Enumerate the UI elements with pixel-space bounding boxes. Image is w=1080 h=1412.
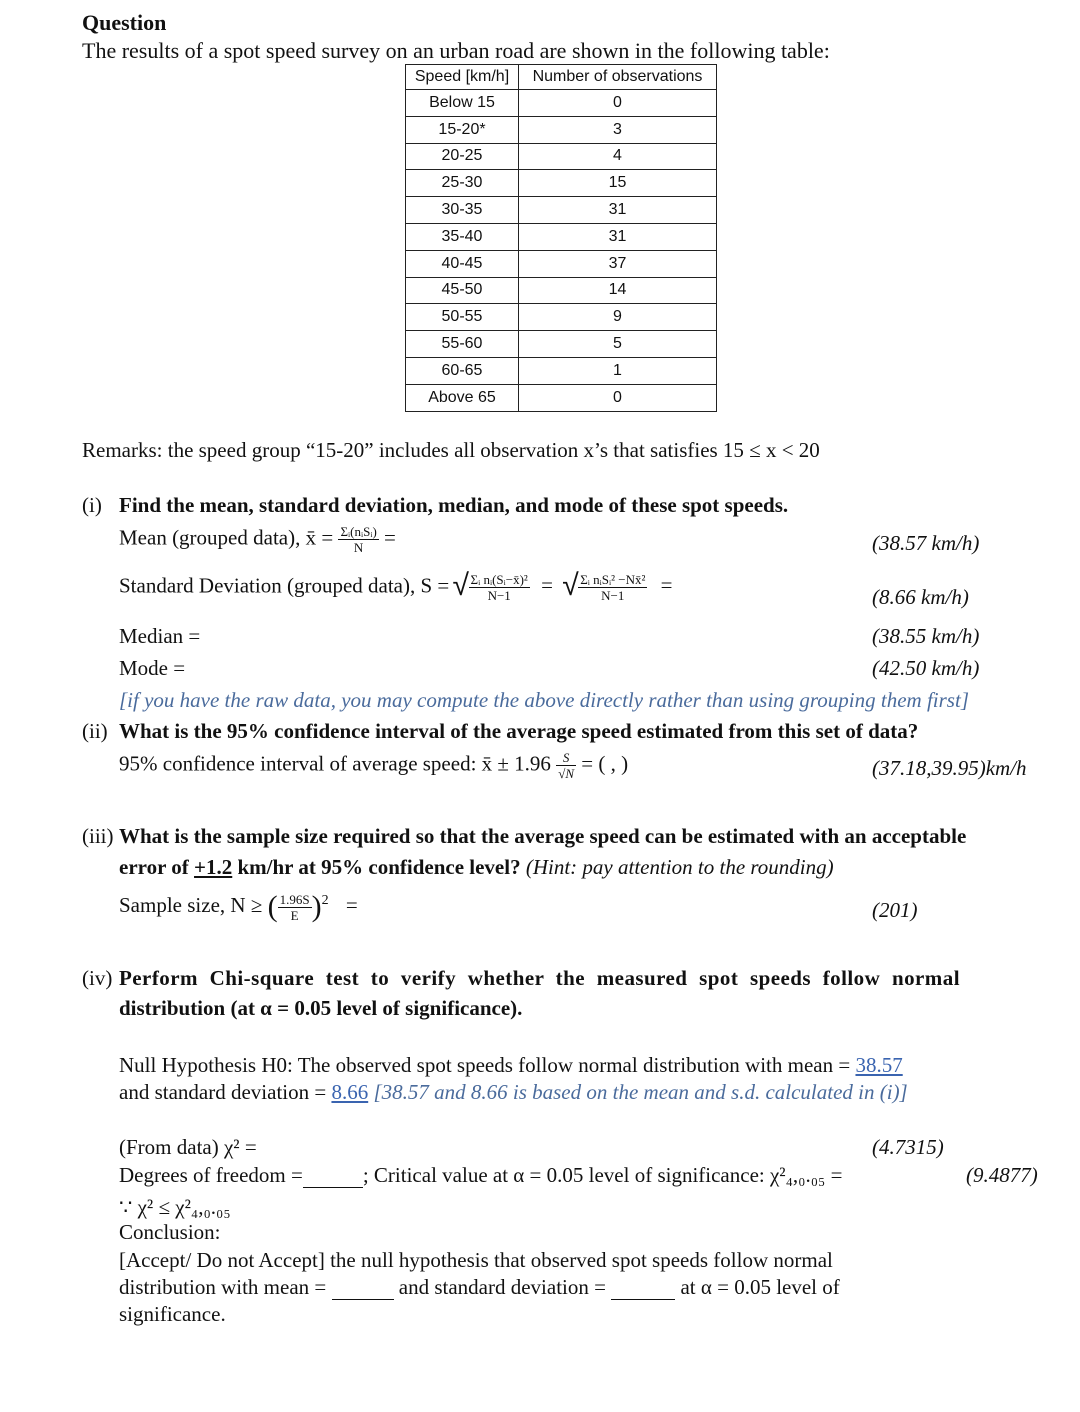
- table-row: [406, 304, 717, 331]
- speed-cell: 20-25: [406, 143, 519, 170]
- table-header-row: [406, 65, 717, 90]
- speed-cell: 15-20*: [406, 116, 519, 143]
- count-cell: 31: [519, 223, 717, 250]
- intro-text: The results of a spot speed survey on an urban road are shown in the following table:: [82, 38, 830, 63]
- part1-label: (i): [82, 493, 102, 517]
- speed-cell: 50-55: [406, 304, 519, 331]
- part4-title-b: distribution (at α = 0.05 level of significance).: [119, 996, 523, 1020]
- dof-label: Degrees of freedom =: [119, 1163, 303, 1187]
- remarks-text: Remarks: the speed group “15-20” includes all observation x’s that satisfies 15 ≤ x < 20: [82, 438, 820, 462]
- ss-equals: =: [345, 892, 358, 917]
- sd-formula: [119, 572, 672, 603]
- median-answer: (38.55 km/h): [872, 624, 980, 648]
- count-cell: 9: [519, 304, 717, 331]
- raw-data-note: [if you have the raw data, you may compute the above directly rather than using grouping them first]: [119, 688, 969, 712]
- paren-close: ): [311, 890, 322, 923]
- question-heading: Question: [82, 10, 167, 35]
- part4-title-a: Perform Chi-square test to verify whether the measured spot speeds follow normal: [119, 966, 960, 990]
- h0-sd-link[interactable]: 8.66: [331, 1080, 369, 1104]
- h0-mean-link[interactable]: 38.57: [855, 1053, 903, 1077]
- critical-answer: (9.4877): [966, 1163, 1038, 1187]
- mean-numerator: Σᵢ(nᵢSᵢ): [340, 524, 377, 539]
- count-cell: 37: [519, 250, 717, 277]
- count-cell: 3: [519, 116, 717, 143]
- ci-answer: (37.18,39.95)km/h: [872, 756, 1027, 780]
- h0-note: [38.57 and 8.66 is based on the mean and s.d. calculated in (i)]: [368, 1080, 908, 1104]
- part1-title: Find the mean, standard deviation, median, and mode of these spot speeds.: [119, 493, 789, 517]
- mean-label: Mean (grouped data), x̄ =: [119, 525, 334, 550]
- sd-denominator-1: N−1: [487, 588, 511, 603]
- speed-cell: 30-35: [406, 197, 519, 224]
- count-cell: 0: [519, 90, 717, 117]
- sample-size-answer: (201): [872, 898, 918, 922]
- count-cell: 15: [519, 170, 717, 197]
- sd-numerator-2: √ Σᵢ nᵢSᵢ² −Nx̄²: [580, 572, 646, 587]
- mode-label: Mode =: [119, 656, 186, 680]
- table-row: [406, 116, 717, 143]
- speed-cell: Above 65: [406, 384, 519, 411]
- sample-size-formula: [119, 890, 358, 924]
- speed-cell: 55-60: [406, 331, 519, 358]
- header-speed: Speed [km/h]: [406, 65, 519, 90]
- mean-answer: (38.57 km/h): [872, 531, 980, 555]
- table-row: [406, 90, 717, 117]
- chi-answer: (4.7315): [872, 1135, 944, 1159]
- median-label: Median =: [119, 624, 201, 648]
- part2-title: What is the 95% confidence interval of the average speed estimated from this set of data?: [119, 719, 919, 743]
- h0-text: Null Hypothesis H0: The observed spot speeds follow normal distribution with mean =: [119, 1053, 856, 1077]
- ss-fraction: [278, 892, 312, 923]
- count-cell: 31: [519, 197, 717, 224]
- speed-table: [405, 64, 717, 412]
- ci-denominator: √N: [558, 766, 574, 781]
- concl-alpha-label: at α = 0.05 level of: [680, 1275, 840, 1299]
- table-row: [406, 331, 717, 358]
- conclusion-line-c: significance.: [119, 1302, 226, 1326]
- part3-error-prefix: error of: [119, 855, 195, 879]
- part3-error-suffix: km/hr at 95% confidence level?: [232, 855, 521, 879]
- ci-tail: = ( , ): [581, 751, 629, 776]
- table-row: [406, 357, 717, 384]
- dof-blank[interactable]: [303, 1187, 363, 1188]
- table-row: [406, 384, 717, 411]
- conclusion-label: Conclusion:: [119, 1220, 221, 1244]
- part2-label: (ii): [82, 719, 108, 743]
- part3-hint: (Hint: pay attention to the rounding): [520, 855, 834, 879]
- ci-numerator: S: [556, 750, 576, 766]
- part3-title-a: What is the sample size required so that the average speed can be estimated with an acceptable: [119, 824, 967, 848]
- table-row: [406, 250, 717, 277]
- sd-numerator-1: √ Σᵢ nᵢ(Sᵢ−x̄)²: [470, 572, 528, 587]
- mean-formula: [119, 524, 396, 555]
- part3-label: (iii): [82, 824, 114, 848]
- mode-answer: (42.50 km/h): [872, 656, 980, 680]
- concl-sd-label: and standard deviation =: [398, 1275, 606, 1299]
- chi-label: (From data) χ² =: [119, 1135, 257, 1159]
- mean-denominator: N: [353, 540, 364, 555]
- sd-denominator-2: N−1: [601, 588, 625, 603]
- speed-cell: 40-45: [406, 250, 519, 277]
- speed-cell: Below 15: [406, 90, 519, 117]
- speed-cell: 25-30: [406, 170, 519, 197]
- part4-label: (iv): [82, 966, 113, 990]
- h0-sd-text: and standard deviation =: [119, 1080, 332, 1104]
- ss-exponent: 2: [321, 892, 329, 908]
- ci-formula: [119, 750, 628, 781]
- critical-label: ; Critical value at α = 0.05 level of significance: χ²₄,₀.₀₅ =: [362, 1163, 843, 1187]
- conclusion-line-b: [119, 1275, 840, 1300]
- ci-fraction: [556, 750, 576, 781]
- h0-line-a: [119, 1053, 903, 1078]
- speed-cell: 60-65: [406, 357, 519, 384]
- sample-size-label: Sample size, N ≥: [119, 892, 263, 917]
- sd-fraction-2: [578, 572, 647, 603]
- speed-cell: 35-40: [406, 223, 519, 250]
- conclusion-line-a: [Accept/ Do not Accept] the null hypothesis that observed spot speeds follow normal: [119, 1248, 833, 1272]
- table-row: [406, 170, 717, 197]
- table-row: [406, 223, 717, 250]
- table-row: [406, 143, 717, 170]
- count-cell: 0: [519, 384, 717, 411]
- h0-line-b: [119, 1080, 908, 1105]
- count-cell: 5: [519, 331, 717, 358]
- count-cell: 4: [519, 143, 717, 170]
- sd-label: Standard Deviation (grouped data), S =: [119, 573, 450, 598]
- ci-label: 95% confidence interval of average speed: x̄ ± 1.96: [119, 751, 551, 776]
- header-observations: Number of observations: [519, 65, 717, 90]
- sd-equals-2: =: [660, 573, 673, 598]
- concl-mean-blank[interactable]: [332, 1299, 394, 1300]
- speed-cell: 45-50: [406, 277, 519, 304]
- mean-equals: =: [384, 525, 396, 550]
- ss-denominator: E: [290, 907, 299, 923]
- paren-open: (: [267, 890, 278, 923]
- part3-title-b: [119, 855, 834, 880]
- count-cell: 14: [519, 277, 717, 304]
- sd-answer: (8.66 km/h): [872, 585, 969, 609]
- sd-fraction-1: [469, 572, 530, 603]
- concl-mean-label: distribution with mean =: [119, 1275, 327, 1299]
- sd-equals-1: =: [541, 573, 553, 598]
- sd-sqrt-1: [455, 572, 530, 603]
- sd-sqrt-2: [564, 572, 647, 603]
- table-row: [406, 197, 717, 224]
- part3-error-value: +1.2: [194, 855, 233, 879]
- dof-line: [119, 1163, 842, 1188]
- mean-fraction: [338, 524, 378, 555]
- ss-numerator: 1.96S: [279, 891, 310, 907]
- table-row: [406, 277, 717, 304]
- concl-sd-blank[interactable]: [611, 1299, 675, 1300]
- because-line: ∵ χ² ≤ χ²₄,₀.₀₅: [119, 1195, 231, 1219]
- count-cell: 1: [519, 357, 717, 384]
